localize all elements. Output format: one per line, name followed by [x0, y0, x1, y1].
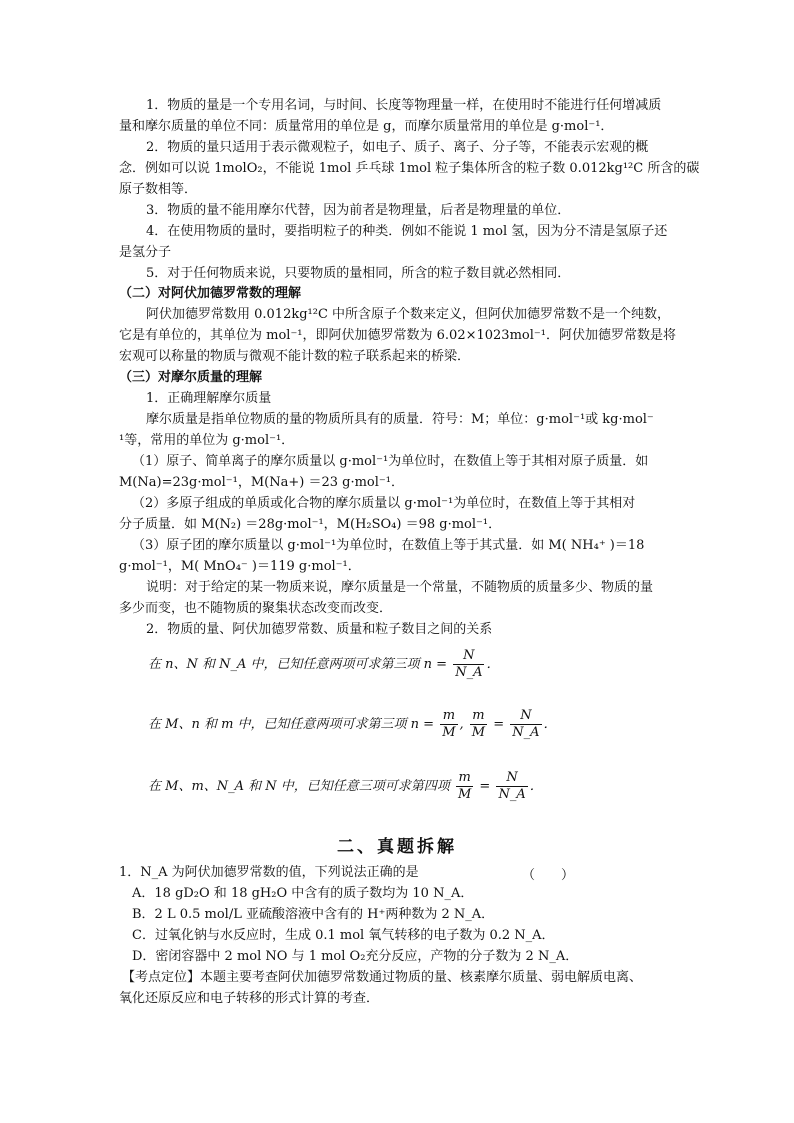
note-4-line-a: 4．在使用物质的量时，要指明粒子的种类．例如不能说 1 mol 氢，因为分不清是氢原子还: [146, 224, 668, 239]
note-5: 5．对于任何物质来说，只要物质的量相同，所含的粒子数目就必然相同．: [146, 266, 571, 281]
answer-blank: （ ）: [522, 868, 575, 883]
formula-3-fraction-2: [496, 770, 527, 803]
formula-3-fraction-1: [456, 770, 473, 803]
molar-mass-heading: （三）对摩尔质量的理解: [119, 370, 263, 385]
formula-1: 在 n、N 和 N_A 中，已知任意两项可求第三项 n = $\frac{N}{N\_A}$ ．: [148, 648, 500, 680]
molar-mass-point-1-b: M(Na)=23g·mol⁻¹，M(Na+) ＝23 g·mol⁻¹．: [119, 475, 404, 490]
formula-3-denominator-1: M: [457, 787, 472, 802]
molar-mass-note-line-1: 说明：对于给定的某一物质来说，摩尔质量是一个常量，不随物质的质量多少、物质的量: [146, 580, 654, 595]
formula-2-fraction-2: [470, 708, 487, 741]
question-1-stem: 1．N_A 为阿伏加德罗常数的值，下列说法正确的是: [119, 865, 419, 880]
formula-2-numerator-2: m: [470, 708, 487, 725]
molar-mass-point-1-a: （1）原子、简单离子的摩尔质量以 g·mol⁻¹为单位时，在数值上等于其相对原子质量．如: [132, 454, 649, 469]
key-point-line-2: 氧化还原反应和电子转移的形式计算的考查．: [119, 991, 380, 1006]
molar-mass-note-line-2: 多少而变，也不随物质的聚集状态改变而改变．: [119, 601, 393, 616]
molar-mass-point-3-a: （3）原子团的摩尔质量以 g·mol⁻¹为单位时，在数值上等于其式量．如 M( NH₄⁺ )＝18: [132, 538, 645, 553]
formula-1-denominator: N_A: [455, 665, 483, 680]
avogadro-line-2: 它是有单位的，其单位为 mol⁻¹，即阿伏加德罗常数为 6.02×1023mol⁻¹．阿伏加德罗常数是将: [119, 328, 676, 343]
molar-mass-subheading-1: 1．正确理解摩尔质量: [146, 391, 272, 406]
molar-mass-def-line-1: 摩尔质量是指单位物质的量的物质所具有的质量．符号：M；单位：g·mol⁻¹或 kg·mol⁻: [146, 412, 654, 427]
note-2-line-c: 原子数相等．: [119, 182, 198, 197]
formula-2-fraction-3: [510, 708, 541, 741]
formula-1-numerator: N: [453, 648, 484, 665]
molar-mass-point-2-b: 分子质量．如 M(N₂) ＝28g·mol⁻¹，M(H₂SO₄) ＝98 g·mol⁻¹．: [119, 517, 502, 532]
formula-2-numerator-1: m: [440, 708, 457, 725]
formula-3-numerator-2: N: [496, 770, 527, 787]
molar-mass-point-2-a: （2）多原子组成的单质或化合物的摩尔质量以 g·mol⁻¹为单位时，在数值上等于其相对: [132, 496, 636, 511]
formula-3-numerator-1: m: [456, 770, 473, 787]
note-2-line-a: 2．物质的量只适用于表示微观粒子，如电子、质子、离子、分子等，不能表示宏观的概: [146, 140, 649, 155]
avogadro-heading: （二）对阿伏加德罗常数的理解: [119, 286, 302, 301]
option-a: A．18 gD₂O 和 18 gH₂O 中含有的质子数均为 10 N_A．: [132, 886, 474, 901]
formula-2-denominator-1: M: [442, 725, 456, 740]
formula-3-text: 在 M、m、N_A 和 N 中，已知任意三项可求第四项: [148, 779, 450, 794]
formula-2-denominator-3: N_A: [512, 725, 540, 740]
formula-2-numerator-3: N: [510, 708, 541, 725]
formula-2-denominator-2: M: [471, 725, 486, 740]
molar-mass-def-line-2: ¹等，常用的单位为 g·mol⁻¹．: [119, 433, 295, 448]
formula-3-denominator-2: N_A: [498, 787, 526, 802]
formula-2-text: 在 M、n 和 m 中，已知任意两项可求第三项 n =: [148, 717, 435, 732]
note-1-line-a: 1．物质的量是一个专用名词，与时间、长度等物理量一样，在使用时不能进行任何增减质: [146, 98, 662, 113]
section-title: 二、真题拆解: [337, 837, 457, 857]
formula-3: 在 M、m、N_A 和 N 中，已知任意三项可求第四项 $\frac{m}{M}$ = $\frac{N}{N\_A}$ ．: [148, 770, 543, 802]
formula-2-fraction-1: [440, 708, 457, 741]
note-4-line-b: 是氢分子: [119, 245, 172, 260]
option-d: D．密闭容器中 2 mol NO 与 1 mol O₂充分反应，产物的分子数为 2 N_A．: [132, 949, 579, 964]
option-b: B．2 L 0.5 mol/L 亚硫酸溶液中含有的 H⁺两种数为 2 N_A．: [132, 907, 495, 922]
note-3: 3．物质的量不能用摩尔代替，因为前者是物理量，后者是物理量的单位．: [146, 203, 571, 218]
formula-2: 在 M、n 和 m 中，已知任意两项可求第三项 n = $\frac{m}{M}$ , $\frac{m}{M}$ = $\frac{N}{N\_A}$ ．: [148, 708, 557, 740]
option-c: C．过氧化钠与水反应时，生成 0.1 mol 氧气转移的电子数为 0.2 N_A．: [132, 928, 555, 943]
molar-mass-point-3-b: g·mol⁻¹，M( MnO₄⁻ )＝119 g·mol⁻¹．: [119, 559, 361, 574]
formula-1-fraction: [453, 648, 484, 681]
molar-mass-subheading-2: 2．物质的量、阿伏加德罗常数、质量和粒子数目之间的关系: [146, 622, 493, 637]
avogadro-line-3: 宏观可以称量的物质与微观不能计数的粒子联系起来的桥梁．: [119, 349, 471, 364]
note-1-line-b: 量和摩尔质量的单位不同：质量常用的单位是 g，而摩尔质量常用的单位是 g·mol⁻¹．: [119, 119, 614, 134]
formula-1-text: 在 n、N 和 N_A 中，已知任意两项可求第三项 n =: [148, 657, 448, 672]
note-2-line-b: 念．例如可以说 1molO₂，不能说 1mol 乒乓球 1mol 粒子集体所含的粒子数 0.012kg¹²C 所含的碳: [119, 161, 700, 176]
key-point-line-1: 【考点定位】本题主要考查阿伏加德罗常数通过物质的量、核素摩尔质量、弱电解质电离、: [122, 970, 643, 985]
avogadro-line-1: 阿伏加德罗常数用 0.012kg¹²C 中所含原子个数来定义，但阿伏加德罗常数不是一个纯数，: [146, 307, 671, 322]
